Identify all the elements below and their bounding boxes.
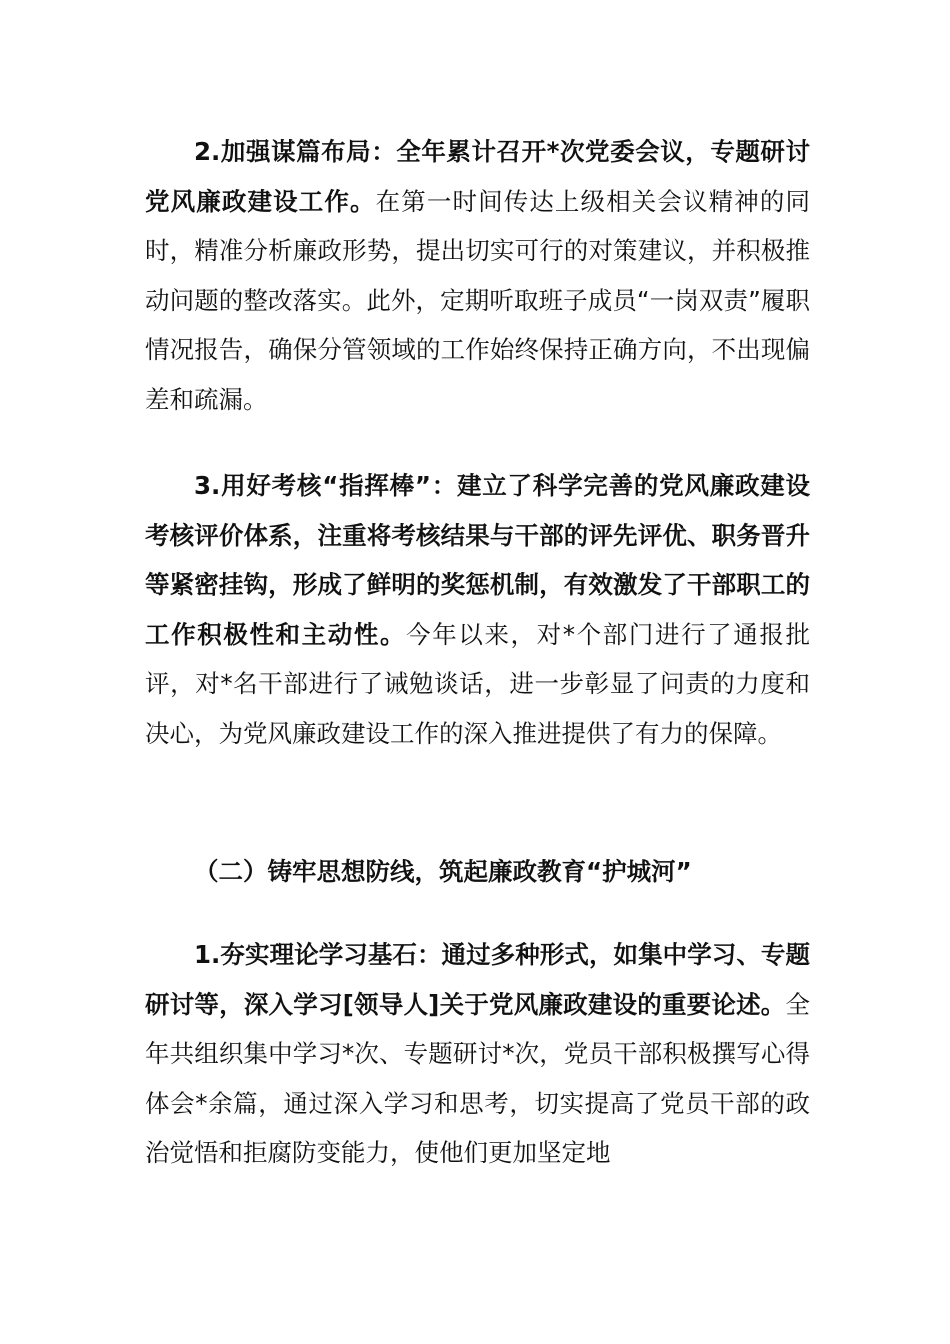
paragraph-2 bbox=[145, 127, 810, 424]
paragraph-2-body: 在第一时间传达上级相关会议精神的同时，精准分析廉政形势，提出切实可行的对策建议，并积极推动问题的整改落实。此外，定期听取班子成员“一岗双责”履职情况报告，确保分管领域的工作始终保持正确方向，不出现偏差和疏漏。 bbox=[145, 186, 811, 414]
paragraph-3-lead: 3.用好考核“指挥棒”：建立了科学完善的党风廉政建设考核评价体系，注重将考核结果与干部的评先评优、职务晋升等紧密挂钩，形成了鲜明的奖惩机制，有效激发了干部职工的工作积极性和主动性。 bbox=[145, 471, 810, 649]
section-heading: （二）铸牢思想防线，筑起廉政教育“护城河” bbox=[194, 857, 692, 886]
paragraph-1-lead: 1.夯实理论学习基石：通过多种形式，如集中学习、专题研讨等，深入学习[领导人]关于党风廉政建设的重要论述。 bbox=[145, 940, 810, 1019]
paragraph-1 bbox=[145, 930, 810, 1178]
paragraph-3 bbox=[145, 461, 810, 758]
paragraph-3-body: 今年以来，对*个部门进行了通报批评，对*名干部进行了诫勉谈话，进一步彰显了问责的力度和决心，为党风廉政建设工作的深入推进提供了有力的保障。 bbox=[145, 619, 811, 748]
paragraph-2-lead: 2.加强谋篇布局：全年累计召开*次党委会议，专题研讨党风廉政建设工作。 bbox=[145, 137, 810, 216]
paragraph-1-body: 全年共组织集中学习*次、专题研讨*次，党员干部积极撰写心得体会*余篇，通过深入学习和思考，切实提高了党员干部的政治觉悟和拒腐防变能力，使他们更加坚定地 bbox=[145, 989, 810, 1167]
